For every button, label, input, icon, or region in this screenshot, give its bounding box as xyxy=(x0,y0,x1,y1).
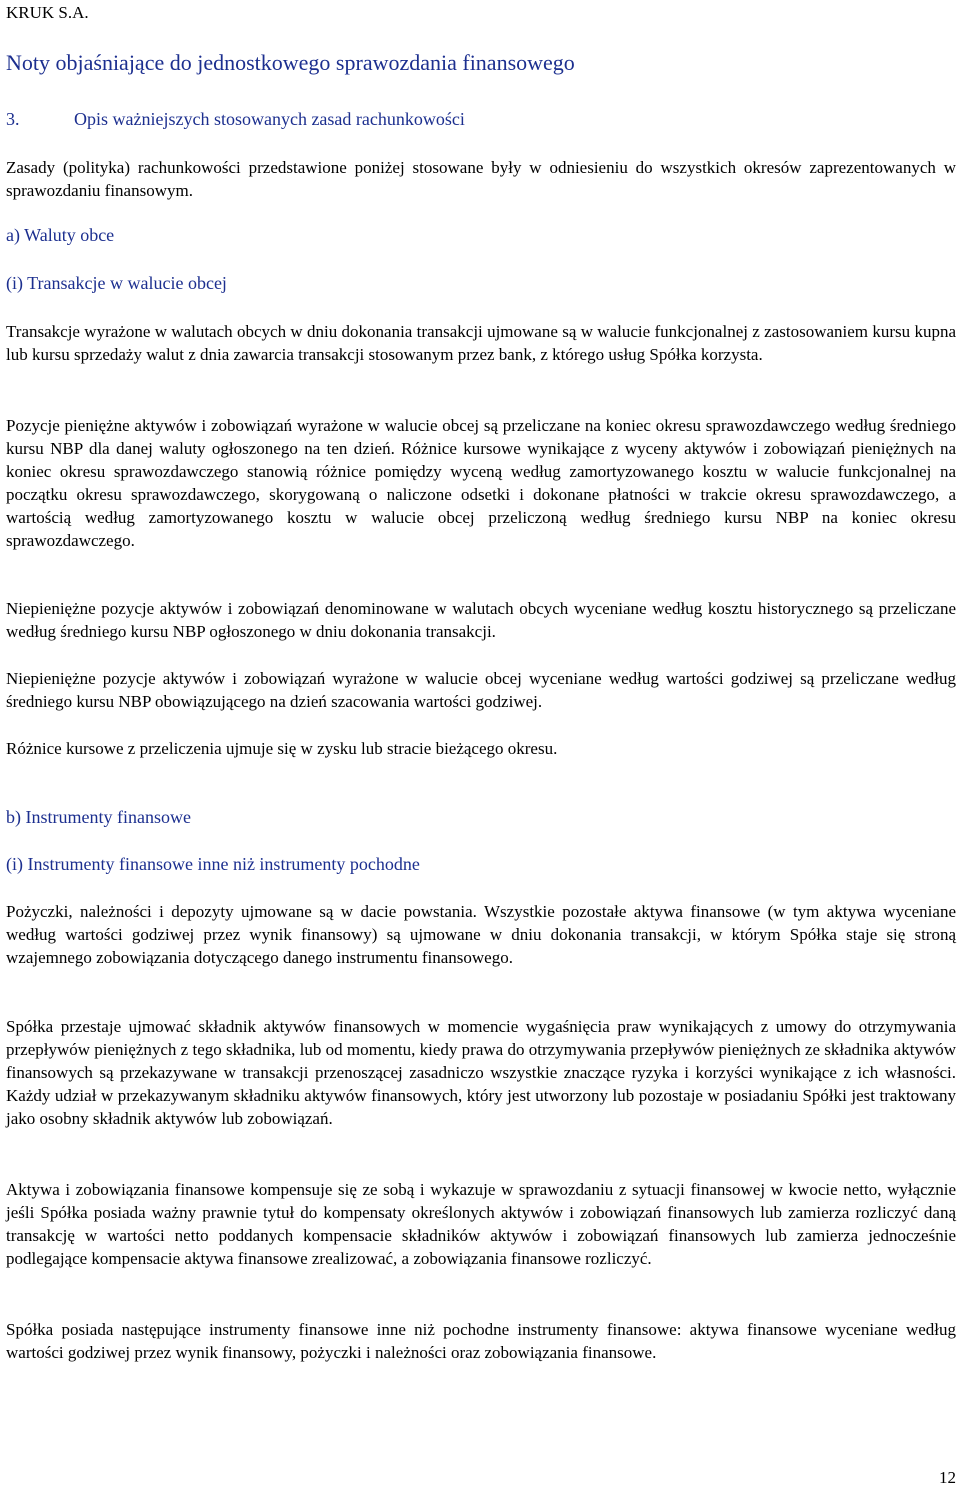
subsection-b-i-title: (i) Instrumenty finansowe inne niż instrumenty pochodne xyxy=(6,854,420,874)
page-number: 12 xyxy=(939,1468,956,1487)
subsection-a-title: a) Waluty obce xyxy=(6,225,115,245)
company-name: KRUK S.A. xyxy=(6,3,89,22)
paragraph: Pożyczki, należności i depozyty ujmowane są w dacie powstania. Wszystkie pozostałe aktywa finansowe (w tym aktywa wyceniane według wartości godziwej przez wynik finansowy) są ujmowane w dniu dokonania transakcji, w którym Spółka staje się stroną wzajemnego zobowiązania dotyczącego danego instrumentu finansowego. xyxy=(6,902,956,967)
section-title: Opis ważniejszych stosowanych zasad rachunkowości xyxy=(74,109,465,129)
subsection-b-title: b) Instrumenty finansowe xyxy=(6,807,191,827)
subsection-a-i-title: (i) Transakcje w walucie obcej xyxy=(6,273,227,293)
paragraph: Spółka przestaje ujmować składnik aktywów finansowych w momencie wygaśnięcia praw wynikających z umowy do otrzymywania przepływów pieniężnych z tego składnika, lub od momentu, kiedy prawa do otrzymywania przepływów pieniężnych ze składnika aktywów finansowych są przekazywane w transakcji przenoszącej zasadniczo wszystkie znaczące ryzyka i korzyści wynikające z ich własności. Każdy udział w przekazywanym składniku aktywów finansowych, który jest utworzony lub pozostaje w posiadaniu Spółki jest traktowany jako osobny składnik aktywów lub zobowiązań. xyxy=(6,1017,956,1128)
section-intro: Zasady (polityka) rachunkowości przedstawione poniżej stosowane były w odniesieniu do wszystkich okresów zaprezentowanych w sprawozdaniu finansowym. xyxy=(6,158,956,200)
section-number: 3. xyxy=(6,109,20,129)
paragraph: Niepieniężne pozycje aktywów i zobowiązań denominowane w walutach obcych wyceniane według kosztu historycznego są przeliczane według średniego kursu NBP ogłoszonego w dniu dokonania transakcji. xyxy=(6,599,956,641)
document-title: Noty objaśniające do jednostkowego sprawozdania finansowego xyxy=(6,50,575,75)
paragraph: Niepieniężne pozycje aktywów i zobowiązań wyrażone w walucie obcej wyceniane według wartości godziwej są przeliczane według średniego kursu NBP obowiązującego na dzień szacowania wartości godziwej. xyxy=(6,669,956,711)
paragraph: Różnice kursowe z przeliczenia ujmuje się w zysku lub stracie bieżącego okresu. xyxy=(6,739,558,758)
paragraph: Pozycje pieniężne aktywów i zobowiązań wyrażone w walucie obcej są przeliczane na koniec okresu sprawozdawczego według średniego kursu NBP dla danej waluty ogłoszonego na ten dzień. Różnice kursowe wynikające z wyceny aktywów i zobowiązań pieniężnych na koniec okresu sprawozdawczego stanowią różnice pomiędzy wyceną według zamortyzowanego kosztu w walucie funkcjonalnej na początku okresu sprawozdawczego, skorygowaną o naliczone odsetki i dokonane płatności w trakcie okresu sprawozdawczego, a wartością według zamortyzowanego kosztu w walucie obcej przeliczoną według średniego kursu NBP na koniec okresu sprawozdawczego. xyxy=(6,416,956,550)
paragraph: Transakcje wyrażone w walutach obcych w dniu dokonania transakcji ujmowane są w walucie funkcjonalnej z zastosowaniem kursu kupna lub kursu sprzedaży walut z dnia zawarcia transakcji stosowanym przez bank, z którego usług Spółka korzysta. xyxy=(6,322,956,364)
paragraph: Aktywa i zobowiązania finansowe kompensuje się ze sobą i wykazuje w sprawozdaniu z sytuacji finansowej w kwocie netto, wyłącznie jeśli Spółka posiada ważny prawnie tytuł do kompensaty określonych aktywów i zobowiązań finansowych lub zamierza rozliczyć daną transakcję w wartości netto poddanych kompensacie składników aktywów i zobowiązań finansowych lub zamierza jednocześnie podlegające kompensacie aktywa finansowe zrealizować, a zobowiązania finansowe rozliczyć. xyxy=(6,1180,956,1268)
section-heading xyxy=(6,108,465,130)
paragraph: Spółka posiada następujące instrumenty finansowe inne niż pochodne instrumenty finansowe: aktywa finansowe wyceniane według wartości godziwej przez wynik finansowy, pożyczki i należności oraz zobowiązania finansowe. xyxy=(6,1320,956,1362)
